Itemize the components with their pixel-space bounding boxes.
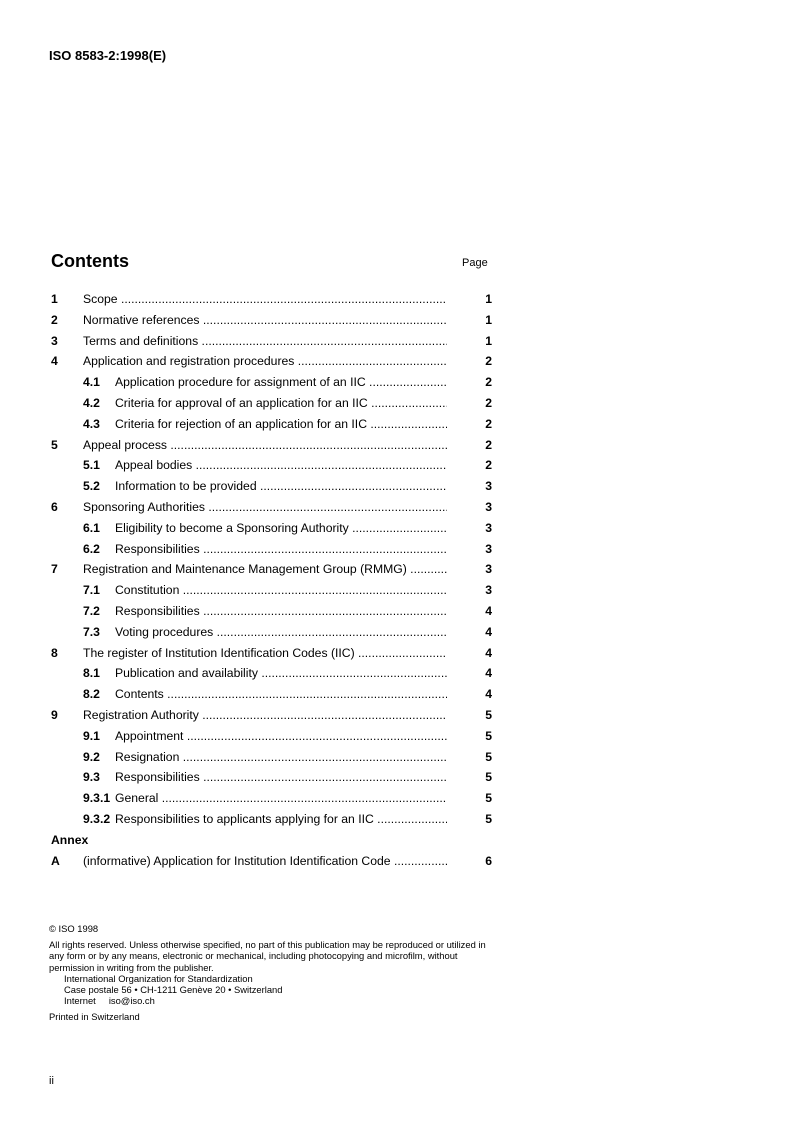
toc-entry-title: Scope ..... bbox=[83, 289, 447, 310]
printed-in: Printed in Switzerland bbox=[49, 1011, 140, 1023]
toc-entry-number: 8.2 bbox=[83, 687, 100, 702]
toc-entry-title: Publication and availability ..... bbox=[115, 663, 447, 684]
toc-entry-page: 5 bbox=[485, 749, 492, 764]
toc-entry-number: 3 bbox=[51, 333, 58, 348]
toc-entry-title: Application and registration procedures ..... bbox=[83, 351, 447, 372]
toc-entry[interactable] bbox=[51, 601, 492, 622]
toc-entry-title: Responsibilities ..... bbox=[115, 601, 447, 622]
toc-entry[interactable] bbox=[51, 393, 492, 414]
toc-entry-number: 6.1 bbox=[83, 520, 100, 535]
table-of-contents bbox=[51, 289, 492, 871]
toc-entry[interactable] bbox=[51, 663, 492, 684]
toc-entry[interactable] bbox=[51, 476, 492, 497]
toc-entry[interactable] bbox=[51, 518, 492, 539]
toc-entry-title: Contents ..... bbox=[115, 684, 447, 705]
toc-entry-page: 1 bbox=[485, 333, 492, 348]
toc-entry-number: 5.2 bbox=[83, 479, 100, 494]
postal-address: Case postale 56 • CH-1211 Genève 20 • Switzerland bbox=[64, 984, 283, 996]
toc-entry-number: 9.3.2 bbox=[83, 811, 111, 826]
toc-entry-number: 4.2 bbox=[83, 395, 100, 410]
toc-entry[interactable] bbox=[51, 684, 492, 705]
toc-entry-page: 2 bbox=[485, 354, 492, 369]
contents-title: Contents bbox=[51, 251, 129, 271]
toc-entry-page: 4 bbox=[485, 603, 492, 618]
toc-entry-page: 5 bbox=[485, 811, 492, 826]
toc-entry[interactable] bbox=[51, 643, 492, 664]
toc-entry-title: Appeal bodies ..... bbox=[115, 455, 447, 476]
toc-entry-number: 9 bbox=[51, 707, 58, 722]
toc-entry[interactable] bbox=[51, 331, 492, 352]
toc-entry-page: 1 bbox=[485, 292, 492, 306]
toc-entry-page: 3 bbox=[485, 479, 492, 494]
toc-entry-annex-a[interactable] bbox=[51, 851, 492, 872]
toc-entry-number: 7.1 bbox=[83, 583, 100, 598]
toc-entry-number: 2 bbox=[51, 312, 58, 327]
document-id: ISO 8583-2:1998(E) bbox=[49, 48, 167, 63]
toc-entry-title: General ..... bbox=[115, 788, 447, 809]
toc-entry-number: A bbox=[51, 853, 60, 868]
toc-entry-title: Registration Authority ..... bbox=[83, 705, 447, 726]
toc-entry[interactable] bbox=[51, 747, 492, 768]
toc-entry[interactable] bbox=[51, 705, 492, 726]
toc-entry-page: 4 bbox=[485, 645, 492, 660]
copyright-line: © ISO 1998 bbox=[49, 923, 99, 934]
toc-entry-title: Appointment ..... bbox=[115, 726, 447, 747]
toc-entry-title: Responsibilities to applicants applying for an IIC ..... bbox=[115, 809, 447, 830]
toc-entry-number: 7.2 bbox=[83, 603, 100, 618]
toc-entry-number: 9.3.1 bbox=[83, 791, 111, 806]
toc-entry-title: Terms and definitions ..... bbox=[83, 331, 447, 352]
toc-entry-number: 9.1 bbox=[83, 728, 100, 743]
toc-entry[interactable] bbox=[51, 622, 492, 643]
toc-entry-number: 7.3 bbox=[83, 624, 100, 639]
toc-entry-title: Information to be provided ..... bbox=[115, 476, 447, 497]
toc-entry[interactable] bbox=[51, 580, 492, 601]
toc-entry-title: Registration and Maintenance Management Group (RMMG) ..... bbox=[83, 559, 447, 580]
toc-entry-number: 4.3 bbox=[83, 416, 100, 431]
toc-entry-number: 1 bbox=[51, 292, 58, 306]
toc-entry-number: 4 bbox=[51, 354, 58, 369]
toc-entry[interactable] bbox=[51, 289, 492, 310]
toc-entry-number: 8.1 bbox=[83, 666, 100, 681]
toc-entry-page: 2 bbox=[485, 395, 492, 410]
toc-entry-page: 3 bbox=[485, 520, 492, 535]
toc-entry-page: 2 bbox=[485, 437, 492, 452]
toc-entry-number: 4.1 bbox=[83, 375, 100, 390]
toc-entry-page: 5 bbox=[485, 728, 492, 743]
toc-entry-title: Application procedure for assignment of an IIC ..... bbox=[115, 372, 447, 393]
toc-entry-number: 6 bbox=[51, 499, 58, 514]
toc-entry[interactable] bbox=[51, 455, 492, 476]
toc-entry-number: 9.2 bbox=[83, 749, 100, 764]
annex-label: Annex bbox=[51, 832, 89, 847]
internet-contact: Internet iso@iso.ch bbox=[64, 995, 155, 1007]
toc-entry-title: Eligibility to become a Sponsoring Authority ..... bbox=[115, 518, 447, 539]
toc-entry-page: 4 bbox=[485, 687, 492, 702]
toc-entry-title: The register of Institution Identification Codes (IIC) ..... bbox=[83, 643, 447, 664]
toc-entry-title: Appeal process ..... bbox=[83, 435, 447, 456]
toc-entry-page: 2 bbox=[485, 416, 492, 431]
toc-entry-title: Responsibilities ..... bbox=[115, 767, 447, 788]
toc-entry-page: 1 bbox=[485, 312, 492, 327]
toc-entry-title: (informative) Application for Institution Identification Code ..... bbox=[83, 851, 447, 872]
toc-entry-title: Resignation ..... bbox=[115, 747, 447, 768]
toc-entry-page: 2 bbox=[485, 458, 492, 473]
toc-entry-page: 4 bbox=[485, 624, 492, 639]
toc-entry[interactable] bbox=[51, 310, 492, 331]
toc-entry-number: 9.3 bbox=[83, 770, 100, 785]
toc-entry[interactable] bbox=[51, 497, 492, 518]
rights-notice: All rights reserved. Unless otherwise specified, no part of this publication may be reproduced or utilized in any form or by any means, electronic or mechanical, including photocopying and microfilm, without permission in writing from the publisher. bbox=[49, 939, 486, 973]
toc-entry[interactable] bbox=[51, 539, 492, 560]
toc-entry-number: 7 bbox=[51, 562, 58, 577]
annex-heading bbox=[51, 830, 492, 851]
toc-entry-title: Voting procedures ..... bbox=[115, 622, 447, 643]
toc-entry-page: 3 bbox=[485, 562, 492, 577]
toc-entry-number: 5.1 bbox=[83, 458, 100, 473]
toc-entry-title: Sponsoring Authorities ..... bbox=[83, 497, 447, 518]
toc-entry-page: 3 bbox=[485, 499, 492, 514]
toc-entry[interactable] bbox=[51, 767, 492, 788]
toc-entry-page: 4 bbox=[485, 666, 492, 681]
toc-entry[interactable] bbox=[51, 435, 492, 456]
toc-entry-page: 5 bbox=[485, 770, 492, 785]
toc-entry[interactable] bbox=[51, 414, 492, 435]
toc-entry[interactable] bbox=[51, 351, 492, 372]
toc-entry-number: 8 bbox=[51, 645, 58, 660]
page-number: ii bbox=[49, 1075, 54, 1087]
organization-name: International Organization for Standardization bbox=[64, 972, 253, 984]
toc-entry[interactable] bbox=[51, 372, 492, 393]
toc-entry-number: 5 bbox=[51, 437, 58, 452]
toc-entry[interactable] bbox=[51, 809, 492, 830]
toc-entry-number: 6.2 bbox=[83, 541, 100, 556]
toc-entry-title: Normative references ..... bbox=[83, 310, 447, 331]
page-column-label: Page bbox=[462, 257, 488, 269]
toc-entry-title: Criteria for rejection of an application for an IIC ..... bbox=[115, 414, 447, 435]
toc-entry-page: 5 bbox=[485, 791, 492, 806]
toc-entry-page: 2 bbox=[485, 375, 492, 390]
toc-entry-page: 5 bbox=[485, 707, 492, 722]
toc-entry[interactable] bbox=[51, 726, 492, 747]
toc-entry[interactable] bbox=[51, 788, 492, 809]
toc-entry-page: 3 bbox=[485, 541, 492, 556]
toc-entry-page: 3 bbox=[485, 583, 492, 598]
toc-entry-page: 6 bbox=[485, 853, 492, 868]
toc-entry[interactable] bbox=[51, 559, 492, 580]
toc-entry-title: Constitution ..... bbox=[115, 580, 447, 601]
toc-entry-title: Responsibilities ..... bbox=[115, 539, 447, 560]
toc-entry-title: Criteria for approval of an application for an IIC ..... bbox=[115, 393, 447, 414]
copyright-block bbox=[49, 923, 494, 1023]
